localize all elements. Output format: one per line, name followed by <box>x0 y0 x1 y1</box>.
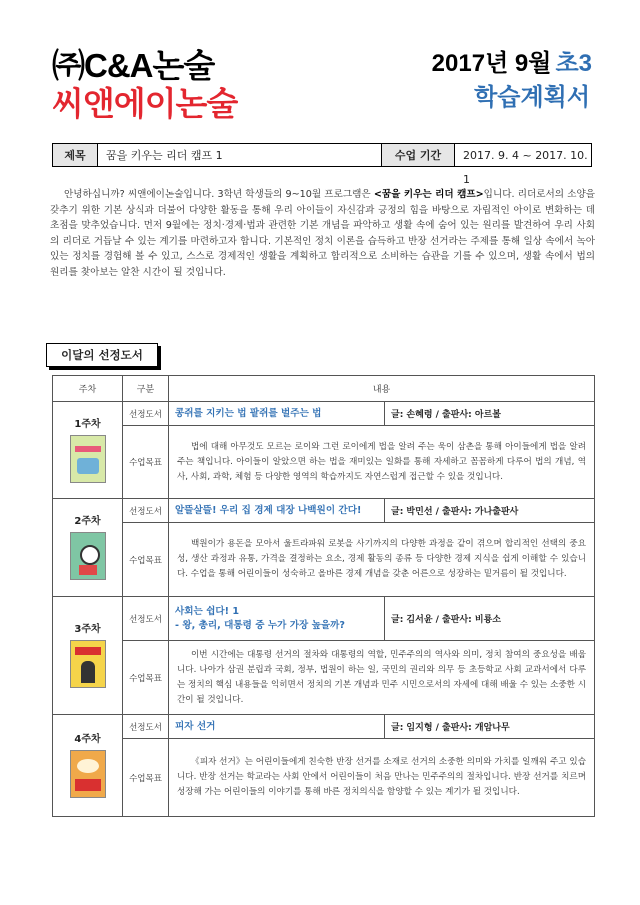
table-row <box>53 739 595 817</box>
book-cover-image <box>70 532 106 580</box>
period-value: 2017. 9. 4 ~ 2017. 10. 1 <box>463 149 588 186</box>
section-title: 이달의 선정도서 <box>46 343 158 367</box>
intro-paragraph <box>50 187 595 281</box>
lesson-goal-text: 이번 시간에는 대통령 선거의 절차와 대통령의 역할, 민주주의의 역사와 의미, 정치 참여의 중요성을 배웁니다. 나아가 삼권 분립과 국회, 정부, 법원이 하는 일, 국민의 권리와 의무 등 초등학교 사회 교과서에서 다루는 정치의 핵심 내용들을 익히면서 정치의 기본 개념과 민주 시민으로서의 자세에 대해 배울 수 있는 소중한 시간이 될 것입니다. <box>169 641 595 715</box>
plan-title: 학습계획서 <box>474 84 590 111</box>
lesson-goal-text: 법에 대해 아무것도 모르는 로이와 그런 로이에게 법을 알려 주는 욱이 삼촌을 통해 아이들에게 법을 알려 주는 책입니다. 아이들이 알았으면 하는 법을 재미있는 일화를 통해 자세하고 꼼꼼하게 다루어 법의 개념, 역사, 사회, 과학, 체험 등 다양한 영역의 학습까지도 자연스럽게 접근할 수 있을 것입니다. <box>169 426 595 499</box>
title-label: 제목 <box>53 144 98 166</box>
type-goal-label: 수업목표 <box>123 739 169 817</box>
book-cover-image <box>70 435 106 483</box>
book-cover-image <box>70 750 106 798</box>
type-book-label: 선정도서 <box>123 597 169 641</box>
week-cell <box>53 499 123 597</box>
book-title: 사회는 쉽다! 1 <box>175 605 240 617</box>
book-schedule-table <box>52 375 595 817</box>
book-title: 콩쥐를 지키는 법 팥쥐를 벌주는 법 <box>169 402 385 426</box>
week-label: 4주차 <box>74 734 101 745</box>
table-row <box>53 597 595 641</box>
week-cell <box>53 597 123 715</box>
lesson-goal-text: 백원이가 용돈을 모아서 울트라파워 로봇을 사기까지의 다양한 과정을 같이 겪으며 합리적인 선택의 중요성, 생산 과정과 유통, 가격을 결정하는 요소, 경제 활동의 종류 등 다양한 경제 지식을 쉽게 이해할 수 있습니다. 수업을 통해 어린이들이 성숙하고 올바른 경제 개념을 갖춘 어른으로 성장하는 밑거름이 될 것입니다. <box>169 523 595 597</box>
header-type: 구분 <box>123 376 169 402</box>
table-header-row <box>53 376 595 402</box>
table-row <box>53 715 595 739</box>
type-goal-label: 수업목표 <box>123 523 169 597</box>
header-content: 내용 <box>169 376 595 402</box>
book-subtitle: - 왕, 총리, 대통령 중 누가 가장 높을까? <box>175 619 345 631</box>
table-row <box>53 426 595 499</box>
type-goal-label: 수업목표 <box>123 641 169 715</box>
book-author-publisher: 글: 손혜령 / 출판사: 아르볼 <box>385 402 595 426</box>
intro-text-part2: 입니다. 리더로서의 소양을 갖추기 위한 기본 상식과 더불어 다양한 활동을 통해 우리 아이들이 자신감과 긍정의 힘을 바탕으로 자립적인 아이로 변화하는 데 초점을 맞추었습니다. 먼저 9월에는 정치·경제·법과 관련한 기본 개념을 파악하고 생활 속에 숨어 있는 원리를 발견하여 우리 사회의 리더로 거듭날 수 있는 계기를 마련하고자 합니다. 기본적인 정치 이론을 습득하고 반장 선거라는 주제를 통해 일상 속에서 녹아 있는 정치를 경험해 볼 수 있고, 스스로 경제적인 생활을 계획하고 합리적으로 소비하는 습관을 기를 수 있으며, 생활 속에서 법의 원리를 찾아보는 알찬 시간이 될 것입니다. <box>50 189 595 278</box>
type-goal-label: 수업목표 <box>123 426 169 499</box>
title-value: 꿈을 키우는 리더 캠프 1 <box>98 144 382 166</box>
period-label: 수업 기간 <box>382 144 455 166</box>
table-row <box>53 523 595 597</box>
week-cell <box>53 715 123 817</box>
week-label: 1주차 <box>74 418 101 430</box>
logo-company-name-korean: 씨앤에이논술 <box>52 85 238 122</box>
lesson-goal-text: 《피자 선거》는 어린이들에게 친숙한 반장 선거를 소재로 선거의 소중한 의미와 가치를 일깨워 주고 있습니다. 반장 선거는 학교라는 사회 안에서 어린이들이 처음 만나는 민주주의의 절차입니다. 반장 선거를 치르며 성장해 가는 어린이들의 이야기를 통해 바른 정치의식을 함양할 수 있는 계기가 될 것입니다. <box>169 739 595 817</box>
table-row <box>53 499 595 523</box>
week-label: 3주차 <box>74 624 101 635</box>
plan-month: 2017년 9월 <box>431 50 552 77</box>
course-info-box <box>52 143 592 186</box>
grade-label: 초3 <box>555 50 592 77</box>
week-cell <box>53 402 123 499</box>
intro-text-part1: 안녕하십니까? 씨앤에이논술입니다. 3학년 학생들의 9~10월 프로그램은 <box>64 189 374 200</box>
header-week: 주차 <box>53 376 123 402</box>
book-title-cell <box>169 597 385 641</box>
type-book-label: 선정도서 <box>123 715 169 739</box>
intro-program-name: <꿈을 키우는 리더 캠프> <box>373 189 484 200</box>
book-title: 알뜰살뜰! 우리 집 경제 대장 나백원이 간다! <box>169 499 385 523</box>
book-cover-image <box>70 640 106 688</box>
book-title: 피자 선거 <box>169 715 385 739</box>
week-label: 2주차 <box>74 516 101 527</box>
book-author-publisher: 글: 임지형 / 출판사: 개암나무 <box>385 715 595 739</box>
table-row <box>53 402 595 426</box>
table-row <box>53 641 595 715</box>
plan-date <box>432 50 592 78</box>
book-author-publisher: 글: 김서윤 / 출판사: 비룡소 <box>385 597 595 641</box>
type-book-label: 선정도서 <box>123 499 169 523</box>
type-book-label: 선정도서 <box>123 402 169 426</box>
logo-company-name: ㈜C&A논술 <box>52 47 215 84</box>
book-author-publisher: 글: 박민선 / 출판사: 가나출판사 <box>385 499 595 523</box>
